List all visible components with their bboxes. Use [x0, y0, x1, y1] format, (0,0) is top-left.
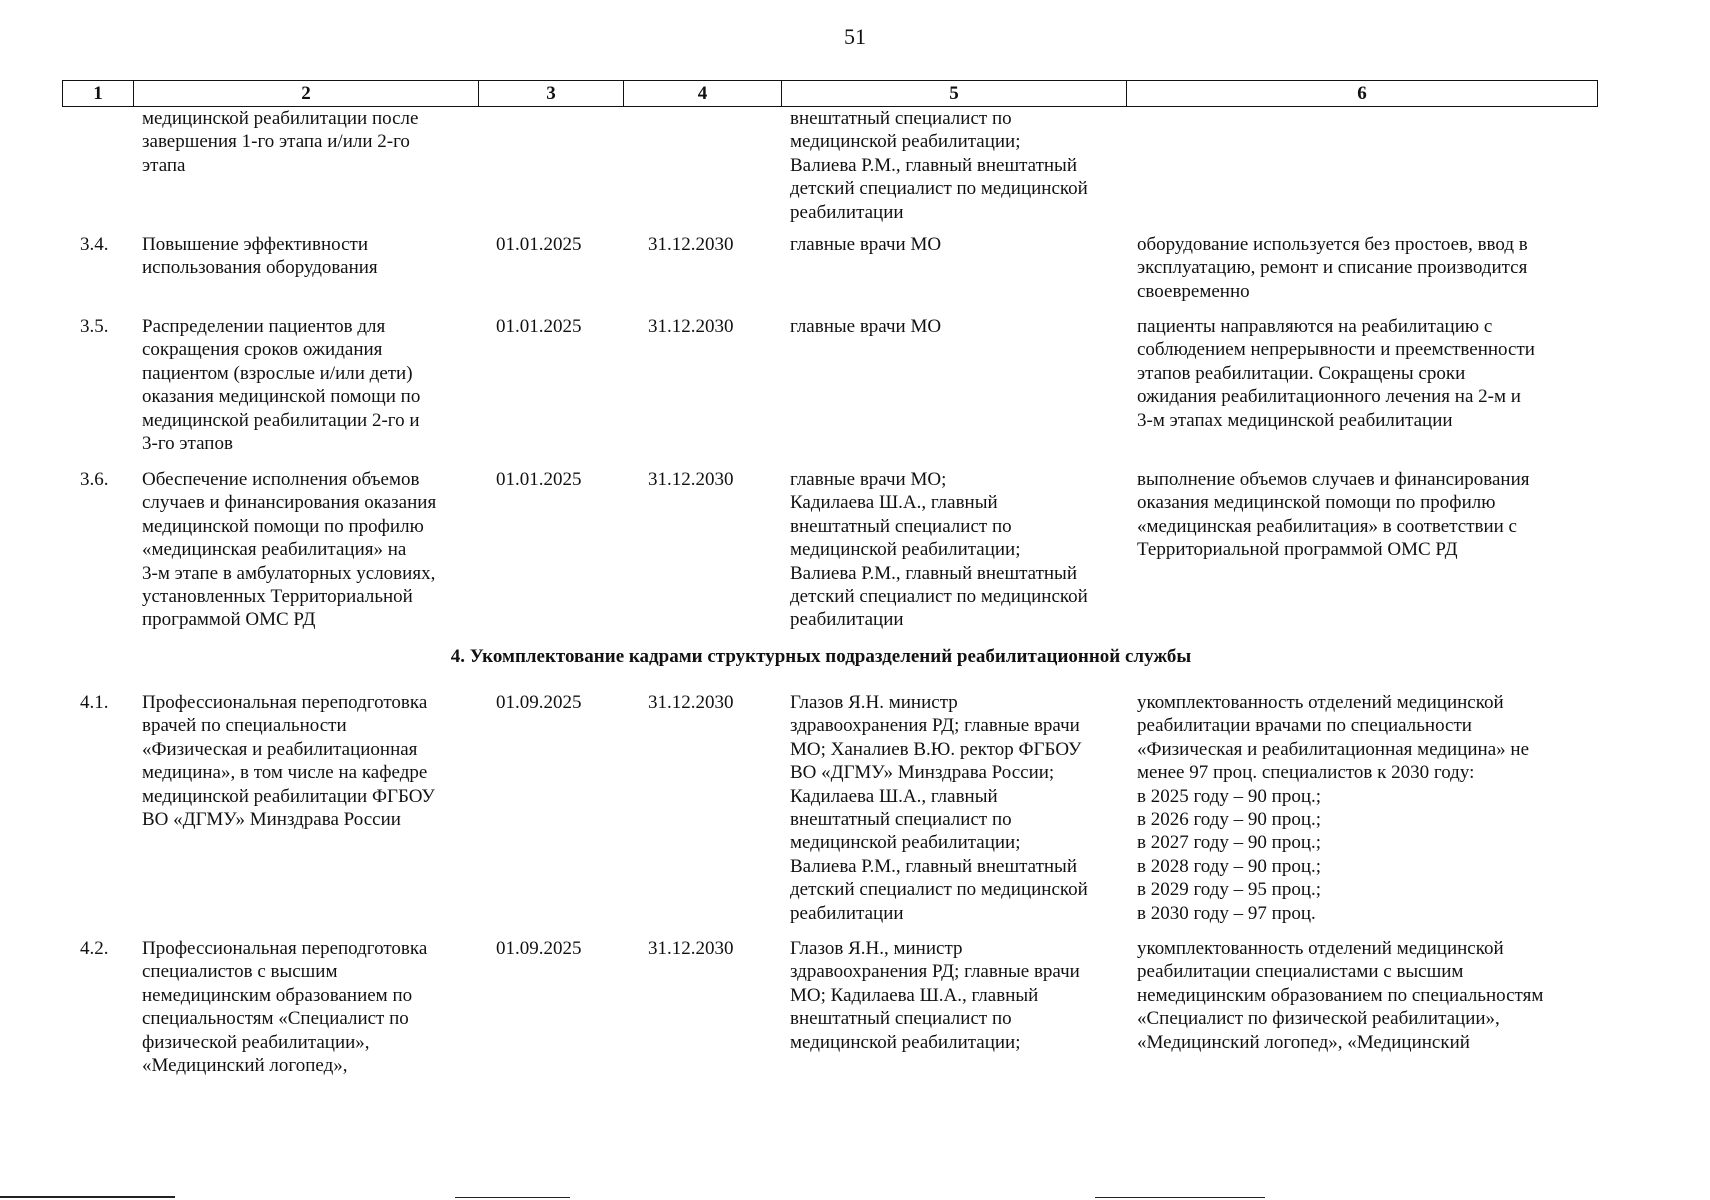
- start-date-cell: 01.09.2025: [496, 692, 582, 713]
- activity-cell: Обеспечение исполнения объемов случаев и финансирования оказания медицинской помощи по профилю «медицинская реабилитация» на 3-м этапе в амбулаторных условиях, установленных Территориальной программой ОМС РД: [142, 469, 437, 631]
- activity-cell: Распределении пациентов для сокращения сроков ожидания пациентом (взрослые и/или дети) оказания медицинской помощи по медицинской реабилитации 2-го и 3-го этапов: [142, 316, 421, 455]
- activity-cell: медицинской реабилитации после завершения 1-го этапа и/или 2-го этапа: [142, 108, 419, 176]
- activity-cell: Повышение эффективности использования оборудования: [142, 234, 378, 279]
- row-number: 3.5.: [80, 316, 109, 337]
- start-date-cell: 01.01.2025: [496, 234, 582, 255]
- responsible-cell: главные врачи МО; Кадилаева Ш.А., главный внештатный специалист по медицинской реабилитации; Валиева Р.М., главный внештатный детский специалист по медицинской реабилитации: [790, 469, 1088, 631]
- result-cell: пациенты направляются на реабилитацию с соблюдением непрерывности и преемственности этапов реабилитации. Сокращены сроки ожидания реабилитационного лечения на 2-м и 3-м этапах медицинской реабилитации: [1137, 316, 1535, 431]
- scan-artifact-line: [1095, 1197, 1265, 1198]
- column-header-2: 2: [134, 81, 479, 107]
- column-header-3: 3: [479, 81, 624, 107]
- start-date-cell: 01.01.2025: [496, 469, 582, 490]
- end-date-cell: 31.12.2030: [648, 234, 734, 255]
- scan-artifact-line: [0, 1196, 175, 1198]
- end-date-cell: 31.12.2030: [648, 469, 734, 490]
- column-header-row: [63, 81, 1598, 107]
- start-date-cell: 01.01.2025: [496, 316, 582, 337]
- result-cell: укомплектованность отделений медицинской реабилитации врачами по специальности «Физическая и реабилитационная медицина» не менее 97 проц. специалистов к 2030 году: в 2025 году – 90 проц.; в 2026 году – 90 проц.; в 2027 году – 90 проц.; в 2028 году – 90 проц.; в 2029 году – 95 проц.; в 2030 году – 97 проц.: [1137, 692, 1530, 924]
- activity-cell: Профессиональная переподготовка врачей по специальности «Физическая и реабилитационная медицина», в том числе на кафедре медицинской реабилитации ФГБОУ ВО «ДГМУ» Минздрава России: [142, 692, 435, 831]
- responsible-cell: главные врачи МО: [790, 316, 942, 337]
- end-date-cell: 31.12.2030: [648, 316, 734, 337]
- result-cell: укомплектованность отделений медицинской реабилитации специалистами с высшим немедицинским образованием по специальностям «Специалист по физической реабилитации», «Медицинский логопед», «Медицинский: [1137, 938, 1544, 1053]
- column-header-6: 6: [1127, 81, 1598, 107]
- responsible-cell: главные врачи МО: [790, 234, 942, 255]
- row-number: 4.1.: [80, 692, 109, 713]
- responsible-cell: внештатный специалист по медицинской реабилитации; Валиева Р.М., главный внештатный детский специалист по медицинской реабилитации: [790, 108, 1088, 223]
- section-title: 4. Укомплектование кадрами структурных подразделений реабилитационной службы: [450, 646, 1192, 667]
- responsible-cell: Глазов Я.Н. министр здравоохранения РД; главные врачи МО; Ханалиев В.Ю. ректор ФГБОУ ВО «ДГМУ» Минздрава России; Кадилаева Ш.А., главный внештатный специалист по медицинской реабилитации; Валиева Р.М., главный внештатный детский специалист по медицинской реабилитации: [790, 692, 1088, 924]
- responsible-cell: Глазов Я.Н., министр здравоохранения РД; главные врачи МО; Кадилаева Ш.А., главный внештатный специалист по медицинской реабилитации;: [790, 938, 1080, 1053]
- start-date-cell: 01.09.2025: [496, 938, 582, 959]
- column-header-table: [62, 80, 1598, 107]
- column-header-4: 4: [624, 81, 782, 107]
- scan-artifact-line: [455, 1197, 570, 1198]
- end-date-cell: 31.12.2030: [648, 692, 734, 713]
- column-header-1: 1: [63, 81, 134, 107]
- result-cell: оборудование используется без простоев, ввод в эксплуатацию, ремонт и списание производится своевременно: [1137, 234, 1528, 302]
- row-number: 3.4.: [80, 234, 109, 255]
- end-date-cell: 31.12.2030: [648, 938, 734, 959]
- row-number: 4.2.: [80, 938, 109, 959]
- page-number: 51: [844, 24, 866, 49]
- row-number: 3.6.: [80, 469, 109, 490]
- column-header-5: 5: [782, 81, 1127, 107]
- activity-cell: Профессиональная переподготовка специалистов с высшим немедицинским образованием по специальностям «Специалист по физической реабилитации», «Медицинский логопед»,: [142, 938, 428, 1077]
- result-cell: выполнение объемов случаев и финансирования оказания медицинской помощи по профилю «медицинская реабилитация» в соответствии с Территориальной программой ОМС РД: [1137, 469, 1530, 561]
